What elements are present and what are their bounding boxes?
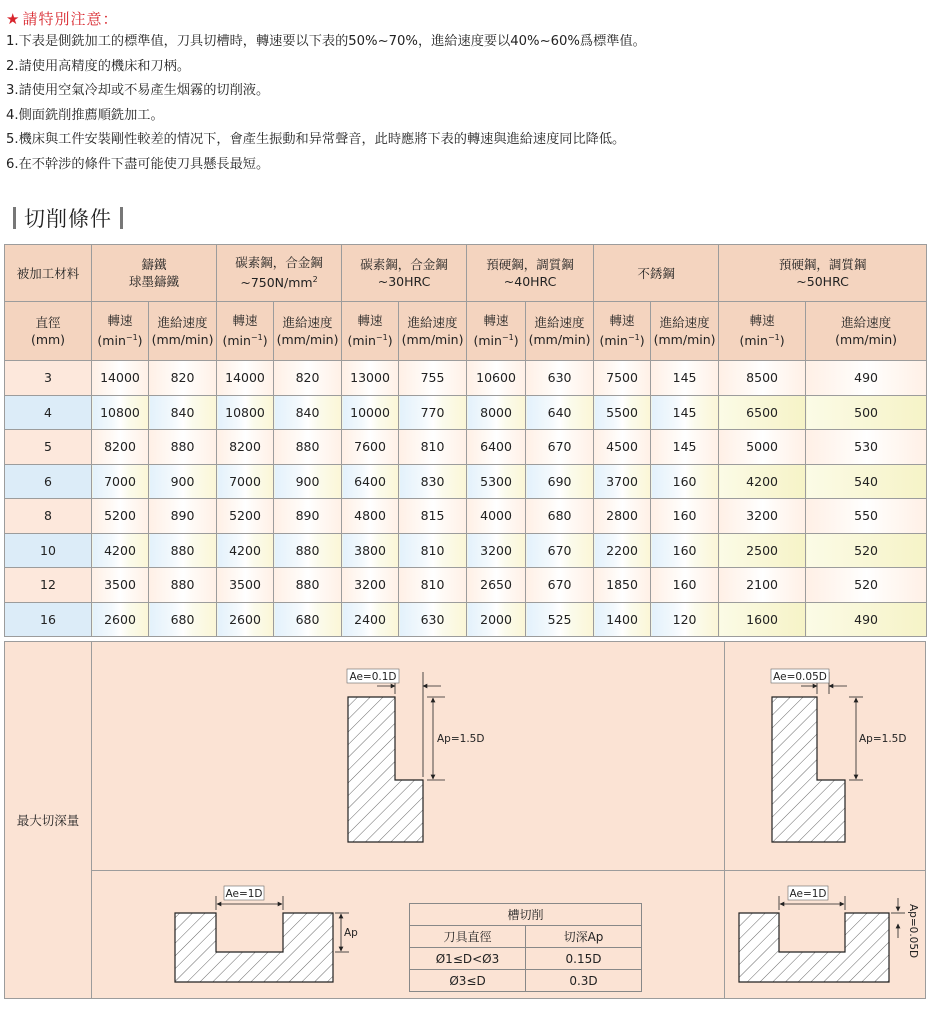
diameter-cell: 5 bbox=[5, 430, 92, 465]
note-line-1: 1.下表是側銑加工的標準值，刀具切槽時，轉速要以下表的50%~70%，進給速度要以40%~60%爲標準值。 bbox=[6, 34, 646, 49]
star-icon: ★ bbox=[6, 10, 21, 28]
speed-cell: 6400 bbox=[467, 430, 526, 465]
note-line-5: 5.機床與工件安裝剛性較差的情况下，會產生振動和异常聲音，此時應將下表的轉速與進給速度同比降低。 bbox=[6, 132, 626, 147]
speed-cell: 4200 bbox=[92, 533, 149, 568]
figure-side-milling-2 bbox=[771, 669, 906, 842]
feed-cell: 755 bbox=[399, 361, 467, 396]
speed-cell: 4500 bbox=[594, 430, 651, 465]
fig3-ae-label: Ae=1D bbox=[225, 888, 263, 900]
feed-cell: 670 bbox=[526, 533, 594, 568]
speed-cell: 5300 bbox=[467, 464, 526, 499]
section-title bbox=[10, 204, 126, 234]
feed-cell: 525 bbox=[526, 602, 594, 637]
table-row bbox=[5, 464, 927, 499]
speed-cell: 2650 bbox=[467, 568, 526, 603]
notes-title bbox=[6, 8, 924, 30]
speed-cell: 1600 bbox=[719, 602, 806, 637]
speed-cell: 2200 bbox=[594, 533, 651, 568]
speed-cell: 3200 bbox=[719, 499, 806, 534]
material-header-row bbox=[5, 245, 927, 302]
feed-cell: 820 bbox=[274, 361, 342, 396]
diameter-cell: 3 bbox=[5, 361, 92, 396]
speed-cell: 6400 bbox=[342, 464, 399, 499]
feed-cell: 680 bbox=[526, 499, 594, 534]
material-5: 不銹鋼 bbox=[594, 245, 719, 302]
speed-cell: 2100 bbox=[719, 568, 806, 603]
speed-cell: 10600 bbox=[467, 361, 526, 396]
speed-cell: 13000 bbox=[342, 361, 399, 396]
feed-header: 進給速度 (mm/min) bbox=[526, 302, 594, 361]
material-1: 鑄鐵 球墨鑄鐵 bbox=[92, 245, 217, 302]
feed-cell: 880 bbox=[274, 533, 342, 568]
figure-slot-milling bbox=[175, 886, 358, 982]
speed-cell: 5200 bbox=[217, 499, 274, 534]
workpiece-shape-4 bbox=[739, 913, 889, 982]
speed-cell: 3800 bbox=[342, 533, 399, 568]
speed-header: 轉速 $(\min^{-1})$ bbox=[217, 302, 274, 361]
feed-cell: 810 bbox=[399, 430, 467, 465]
feed-header: 進給速度 (mm/min) bbox=[274, 302, 342, 361]
feed-cell: 550 bbox=[806, 499, 927, 534]
feed-header: 進給速度 (mm/min) bbox=[399, 302, 467, 361]
table-row bbox=[5, 533, 927, 568]
speed-cell: 2400 bbox=[342, 602, 399, 637]
data-rows bbox=[5, 361, 927, 637]
cutting-conditions-table bbox=[4, 244, 927, 637]
feed-cell: 530 bbox=[806, 430, 927, 465]
speed-cell: 2500 bbox=[719, 533, 806, 568]
feed-cell: 680 bbox=[274, 602, 342, 637]
note-line-4: 4.側面銑削推薦順銑加工。 bbox=[6, 107, 164, 123]
feed-cell: 670 bbox=[526, 568, 594, 603]
feed-cell: 880 bbox=[149, 430, 217, 465]
feed-cell: 145 bbox=[651, 361, 719, 396]
feed-cell: 900 bbox=[149, 464, 217, 499]
feed-header: 進給速度 (mm/min) bbox=[149, 302, 217, 361]
slot-cutting-table bbox=[409, 903, 642, 992]
speed-cell: 10800 bbox=[92, 395, 149, 430]
material-2: 碳素鋼，合金鋼 $\sim 750N/mm^2$ bbox=[217, 245, 342, 302]
speed-cell: 4200 bbox=[719, 464, 806, 499]
slot-row-1-dia: Ø1≤D<Ø3 bbox=[410, 948, 526, 970]
slot-col-diameter: 刀具直徑 bbox=[410, 926, 526, 948]
speed-cell: 3700 bbox=[594, 464, 651, 499]
feed-cell: 810 bbox=[399, 533, 467, 568]
material-label: 被加工材料 bbox=[5, 245, 92, 302]
feed-cell: 540 bbox=[806, 464, 927, 499]
speed-cell: 4000 bbox=[467, 499, 526, 534]
speed-cell: 1400 bbox=[594, 602, 651, 637]
speed-cell: 3500 bbox=[92, 568, 149, 603]
feed-cell: 890 bbox=[149, 499, 217, 534]
fig2-ap-label: Ap=1.5D bbox=[859, 733, 907, 745]
speed-cell: 2600 bbox=[217, 602, 274, 637]
table-row bbox=[5, 568, 927, 603]
speed-header: 轉速 $(\min^{-1})$ bbox=[342, 302, 399, 361]
fig4-ap-label: Ap=0.05D bbox=[907, 904, 919, 959]
workpiece-shape-2 bbox=[772, 697, 845, 842]
table-row bbox=[5, 361, 927, 396]
table-row bbox=[5, 430, 927, 465]
speed-cell: 3500 bbox=[217, 568, 274, 603]
speed-cell: 4200 bbox=[217, 533, 274, 568]
slot-row-2-ap: 0.3D bbox=[526, 970, 642, 992]
diameter-cell: 6 bbox=[5, 464, 92, 499]
slot-row-1-ap: 0.15D bbox=[526, 948, 642, 970]
fig1-ap-label: Ap=1.5D bbox=[437, 733, 485, 745]
feed-cell: 520 bbox=[806, 533, 927, 568]
speed-cell: 3200 bbox=[467, 533, 526, 568]
feed-cell: 145 bbox=[651, 395, 719, 430]
notes-title-text: 請特別注意： bbox=[22, 10, 119, 28]
unit-header-row bbox=[5, 302, 927, 361]
speed-header: 轉速 $(\min^{-1})$ bbox=[92, 302, 149, 361]
slot-row-2-dia: Ø3≤D bbox=[410, 970, 526, 992]
speed-cell: 1850 bbox=[594, 568, 651, 603]
feed-cell: 630 bbox=[399, 602, 467, 637]
diameter-cell: 12 bbox=[5, 568, 92, 603]
note-line-3: 3.請使用空氣冷却或不易產生烟霧的切削液。 bbox=[6, 83, 270, 98]
feed-cell: 520 bbox=[806, 568, 927, 603]
feed-cell: 160 bbox=[651, 499, 719, 534]
feed-cell: 840 bbox=[149, 395, 217, 430]
feed-cell: 880 bbox=[274, 568, 342, 603]
feed-cell: 880 bbox=[274, 430, 342, 465]
feed-cell: 490 bbox=[806, 361, 927, 396]
feed-cell: 160 bbox=[651, 568, 719, 603]
feed-cell: 810 bbox=[399, 568, 467, 603]
table-row bbox=[5, 602, 927, 637]
feed-cell: 160 bbox=[651, 464, 719, 499]
speed-cell: 8500 bbox=[719, 361, 806, 396]
feed-cell: 770 bbox=[399, 395, 467, 430]
feed-cell: 880 bbox=[149, 568, 217, 603]
fig3-ap-label: Ap bbox=[344, 927, 358, 939]
figure-side-milling-1 bbox=[347, 669, 484, 842]
diameter-cell: 4 bbox=[5, 395, 92, 430]
feed-cell: 680 bbox=[149, 602, 217, 637]
feed-cell: 820 bbox=[149, 361, 217, 396]
diameter-header: 直徑 (mm) bbox=[5, 302, 92, 361]
speed-cell: 2800 bbox=[594, 499, 651, 534]
feed-cell: 880 bbox=[149, 533, 217, 568]
material-3: 碳素鋼，合金鋼 ~30HRC bbox=[342, 245, 467, 302]
speed-cell: 3200 bbox=[342, 568, 399, 603]
feed-cell: 690 bbox=[526, 464, 594, 499]
feed-cell: 640 bbox=[526, 395, 594, 430]
speed-cell: 8200 bbox=[92, 430, 149, 465]
speed-cell: 7000 bbox=[217, 464, 274, 499]
feed-cell: 815 bbox=[399, 499, 467, 534]
speed-header: 轉速 $(\min^{-1})$ bbox=[719, 302, 806, 361]
note-line-2: 2.請使用高精度的機床和刀柄。 bbox=[6, 58, 191, 74]
speed-cell: 7000 bbox=[92, 464, 149, 499]
speed-cell: 10800 bbox=[217, 395, 274, 430]
feed-cell: 900 bbox=[274, 464, 342, 499]
speed-cell: 4800 bbox=[342, 499, 399, 534]
diameter-cell: 10 bbox=[5, 533, 92, 568]
speed-cell: 14000 bbox=[217, 361, 274, 396]
feed-cell: 160 bbox=[651, 533, 719, 568]
feed-cell: 490 bbox=[806, 602, 927, 637]
feed-cell: 890 bbox=[274, 499, 342, 534]
speed-cell: 8000 bbox=[467, 395, 526, 430]
speed-cell: 7600 bbox=[342, 430, 399, 465]
feed-cell: 840 bbox=[274, 395, 342, 430]
speed-cell: 14000 bbox=[92, 361, 149, 396]
feed-cell: 830 bbox=[399, 464, 467, 499]
workpiece-shape-1 bbox=[348, 697, 423, 842]
speed-cell: 5500 bbox=[594, 395, 651, 430]
max-depth-panel bbox=[4, 641, 926, 999]
speed-cell: 10000 bbox=[342, 395, 399, 430]
speed-cell: 6500 bbox=[719, 395, 806, 430]
title-bar-right bbox=[120, 207, 123, 229]
slot-table-title: 槽切削 bbox=[410, 904, 642, 926]
table-row bbox=[5, 395, 927, 430]
title-bar-left bbox=[13, 207, 16, 229]
feed-cell: 120 bbox=[651, 602, 719, 637]
section-title-text: 切削條件 bbox=[24, 207, 112, 231]
max-depth-label: 最大切深量 bbox=[5, 642, 92, 998]
feed-header: 進給速度 (mm/min) bbox=[806, 302, 927, 361]
diameter-cell: 8 bbox=[5, 499, 92, 534]
fig2-ae-label: Ae=0.05D bbox=[773, 671, 827, 683]
feed-cell: 670 bbox=[526, 430, 594, 465]
fig4-ae-label: Ae=1D bbox=[789, 888, 827, 900]
workpiece-shape-3 bbox=[175, 913, 333, 982]
feed-cell: 145 bbox=[651, 430, 719, 465]
speed-cell: 7500 bbox=[594, 361, 651, 396]
speed-header: 轉速 $(\min^{-1})$ bbox=[467, 302, 526, 361]
diameter-cell: 16 bbox=[5, 602, 92, 637]
feed-header: 進給速度 (mm/min) bbox=[651, 302, 719, 361]
feed-cell: 500 bbox=[806, 395, 927, 430]
speed-cell: 8200 bbox=[217, 430, 274, 465]
feed-cell: 630 bbox=[526, 361, 594, 396]
notes-block bbox=[6, 8, 924, 177]
slot-col-ap: 切深Ap bbox=[526, 926, 642, 948]
speed-cell: 2600 bbox=[92, 602, 149, 637]
speed-cell: 5200 bbox=[92, 499, 149, 534]
figure-shallow-slot bbox=[739, 886, 919, 982]
fig1-ae-label: Ae=0.1D bbox=[349, 671, 397, 683]
speed-cell: 5000 bbox=[719, 430, 806, 465]
material-6: 預硬鋼，調質鋼 ~50HRC bbox=[719, 245, 927, 302]
speed-header: 轉速 $(\min^{-1})$ bbox=[594, 302, 651, 361]
table-row bbox=[5, 499, 927, 534]
note-line-6: 6.在不幹涉的條件下盡可能使刀具懸長最短。 bbox=[6, 156, 270, 172]
material-4: 預硬鋼，調質鋼 ~40HRC bbox=[467, 245, 594, 302]
speed-cell: 2000 bbox=[467, 602, 526, 637]
